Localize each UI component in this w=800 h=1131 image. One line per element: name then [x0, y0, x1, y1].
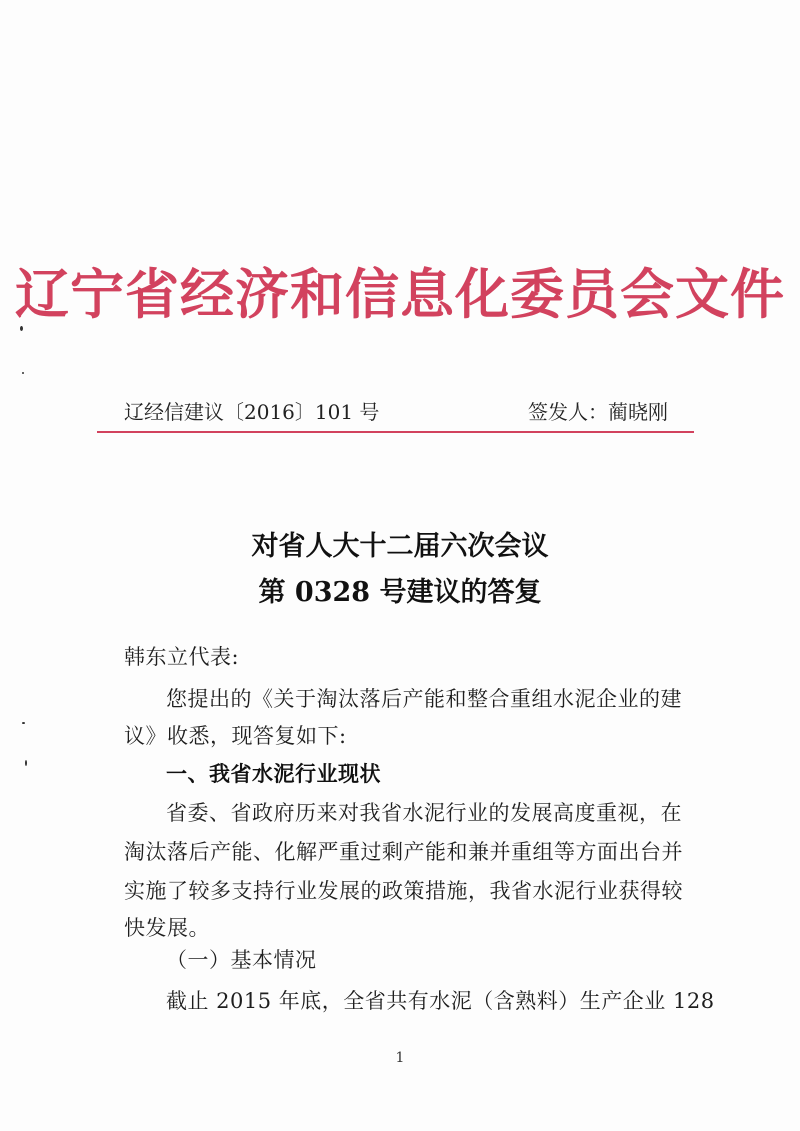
document-title-line-1: 对省人大十二届六次会议 [251, 531, 549, 562]
page-number: 1 [395, 1050, 405, 1066]
section-1-heading: 一、我省水泥行业现状 [166, 761, 381, 786]
subsection-1-heading: （一）基本情况 [166, 948, 317, 972]
document-title-line-2: 第 0328 号建议的答复 [258, 577, 542, 608]
paragraph-2-line-1: 省委、省政府历来对我省水泥行业的发展高度重视，在 [166, 801, 682, 825]
paragraph-1-line-1: 您提出的《关于淘汰落后产能和整合重组水泥企业的建 [166, 687, 682, 711]
scan-speck [22, 372, 24, 374]
document-number: 辽经信建议〔2016〕101 号 [124, 400, 380, 424]
salutation: 韩东立代表: [124, 645, 240, 669]
paragraph-3-line-1: 截止 2015 年底，全省共有水泥（含熟料）生产企业 128 [166, 989, 715, 1013]
paragraph-1-line-2: 议》收悉，现答复如下: [124, 724, 347, 748]
header-red-rule [97, 431, 694, 433]
scan-speck [22, 722, 25, 724]
scan-speck [25, 760, 27, 766]
scan-speck [20, 326, 23, 331]
issuing-organization-title: 辽宁省经济和信息化委员会文件 [15, 262, 785, 326]
signer-label: 签发人：蔺晓刚 [528, 400, 668, 424]
paragraph-2-line-2: 淘汰落后产能、化解严重过剩产能和兼并重组等方面出台并 [124, 840, 683, 864]
paragraph-2-line-3: 实施了较多支持行业发展的政策措施，我省水泥行业获得较 [124, 879, 683, 903]
paragraph-2-line-4: 快发展。 [124, 916, 210, 940]
